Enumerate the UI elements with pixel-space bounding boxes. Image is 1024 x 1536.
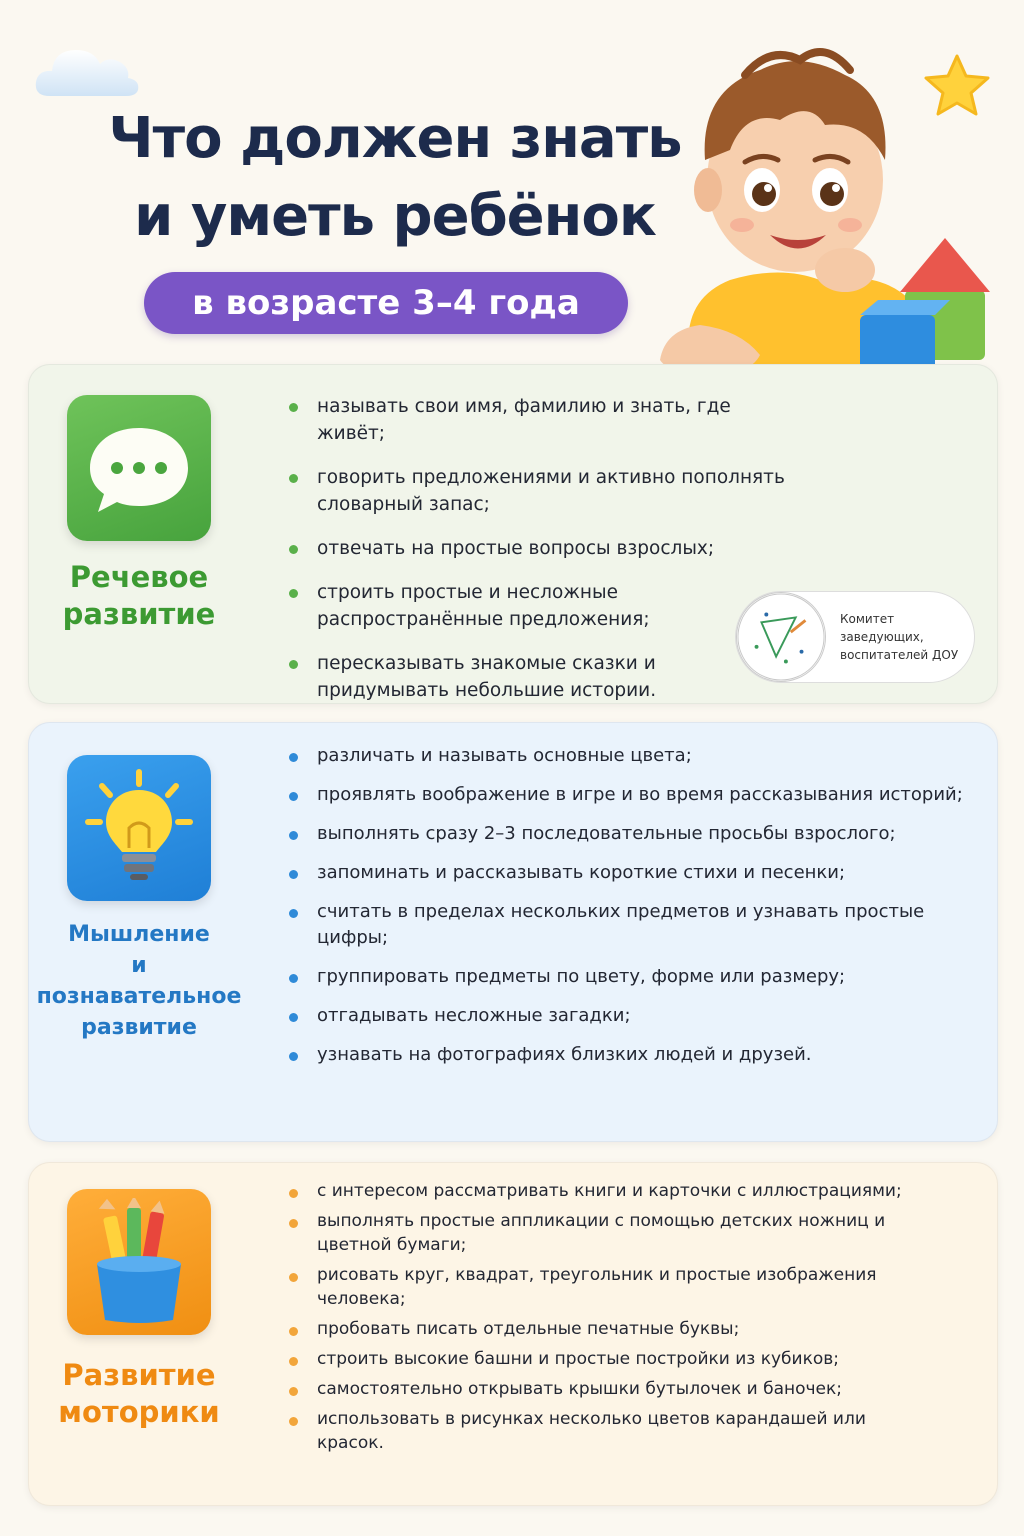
list-item — [285, 821, 965, 847]
section-title — [29, 919, 249, 1043]
bullet-icon — [289, 1417, 298, 1426]
item-text: рисовать круг, квадрат, треугольник и простые изображения человека; — [317, 1265, 877, 1309]
cloud-icon — [32, 38, 142, 102]
section-title-line-1: Речевое — [69, 560, 209, 594]
committee-line-3: воспитателей ДОУ — [840, 648, 959, 662]
list-item — [285, 1263, 925, 1311]
section-title-line-2: моторики — [58, 1395, 220, 1429]
list-item — [285, 1407, 925, 1455]
bullet-icon — [289, 474, 298, 483]
item-text: говорить предложениями и активно пополнять словарный запас; — [317, 467, 785, 515]
speech-tile — [67, 395, 211, 541]
list-item — [285, 535, 785, 562]
light-bulb-icon — [84, 768, 194, 888]
committee-line-1: Комитет — [840, 612, 895, 626]
item-text: различать и называть основные цвета; — [317, 745, 692, 766]
list-item — [285, 1377, 925, 1401]
item-text: выполнять простые аппликации с помощью детских ножниц и цветной бумаги; — [317, 1211, 886, 1255]
list-item — [285, 899, 965, 951]
section-title-line-2: и познавательное — [36, 953, 242, 1009]
page-title — [50, 100, 740, 256]
list-item — [285, 650, 785, 704]
skills-list — [285, 393, 785, 721]
child-illustration — [650, 30, 1010, 385]
bullet-icon — [289, 753, 298, 762]
bullet-icon — [289, 974, 298, 983]
list-item — [285, 964, 965, 990]
title-line-2: и уметь ребёнок — [134, 184, 656, 249]
bullet-icon — [289, 792, 298, 801]
bullet-icon — [289, 589, 298, 598]
bullet-icon — [289, 1357, 298, 1366]
bullet-icon — [289, 660, 298, 669]
bullet-icon — [289, 831, 298, 840]
list-item — [285, 743, 965, 769]
bullet-icon — [289, 1273, 298, 1282]
section-motor-development — [28, 1162, 998, 1506]
age-label: в возрасте 3–4 года — [192, 283, 580, 323]
bullet-icon — [289, 909, 298, 918]
item-text: пробовать писать отдельные печатные буквы; — [317, 1319, 740, 1339]
age-badge — [144, 272, 628, 334]
item-text: использовать в рисунках несколько цветов карандашей или красок. — [317, 1409, 866, 1453]
item-text: отвечать на простые вопросы взрослых; — [317, 538, 715, 559]
committee-line-2: заведующих, — [840, 630, 924, 644]
title-line-1: Что должен знать — [108, 106, 682, 171]
bullet-icon — [289, 1013, 298, 1022]
skills-list — [285, 1179, 925, 1461]
item-text: проявлять воображение в игре и во время рассказывания историй; — [317, 784, 963, 805]
committee-logo-icon — [736, 592, 826, 682]
bullet-icon — [289, 1189, 298, 1198]
item-text: группировать предметы по цвету, форме или размеру; — [317, 966, 846, 987]
list-item — [285, 1042, 965, 1068]
section-speech-development — [28, 364, 998, 704]
section-title — [39, 559, 239, 633]
thinking-tile — [67, 755, 211, 901]
section-title — [39, 1357, 239, 1431]
bullet-icon — [289, 545, 298, 554]
section-title-line-2: развитие — [62, 597, 216, 631]
item-text: самостоятельно открывать крышки бутылочек и баночек; — [317, 1379, 843, 1399]
list-item — [285, 579, 785, 633]
bullet-icon — [289, 1387, 298, 1396]
item-text: называть свои имя, фамилию и знать, где живёт; — [317, 396, 731, 444]
item-text: запоминать и рассказывать короткие стихи и песенки; — [317, 862, 846, 883]
item-text: пересказывать знакомые сказки и придумывать небольшие истории. — [317, 653, 657, 701]
list-item — [285, 393, 785, 447]
bullet-icon — [289, 1052, 298, 1061]
item-text: узнавать на фотографиях близких людей и друзей. — [317, 1044, 812, 1065]
list-item — [285, 1179, 925, 1203]
skills-list — [285, 743, 965, 1081]
motor-tile — [67, 1189, 211, 1335]
section-title-line-3: развитие — [81, 1015, 197, 1040]
speech-bubble-icon — [84, 418, 194, 518]
item-text: отгадывать несложные загадки; — [317, 1005, 631, 1026]
bullet-icon — [289, 1327, 298, 1336]
section-title-line-1: Развитие — [62, 1358, 216, 1392]
item-text: строить простые и несложные распространённые предложения; — [317, 582, 650, 630]
list-item — [285, 1347, 925, 1371]
bullet-icon — [289, 1219, 298, 1228]
pencil-cup-icon — [83, 1198, 195, 1326]
item-text: считать в пределах нескольких предметов и узнавать простые цифры; — [317, 901, 925, 948]
list-item — [285, 782, 965, 808]
bullet-icon — [289, 870, 298, 879]
section-thinking-development — [28, 722, 998, 1142]
list-item — [285, 1209, 925, 1257]
committee-text — [840, 610, 958, 664]
list-item — [285, 1003, 965, 1029]
list-item — [285, 464, 785, 518]
list-item — [285, 1317, 925, 1341]
committee-badge — [735, 591, 975, 683]
bullet-icon — [289, 403, 298, 412]
item-text: строить высокие башни и простые постройки из кубиков; — [317, 1349, 839, 1369]
list-item — [285, 860, 965, 886]
section-title-line-1: Мышление — [68, 922, 210, 947]
item-text: с интересом рассматривать книги и карточки с иллюстрациями; — [317, 1181, 902, 1201]
item-text: выполнять сразу 2–3 последовательные просьбы взрослого; — [317, 823, 896, 844]
